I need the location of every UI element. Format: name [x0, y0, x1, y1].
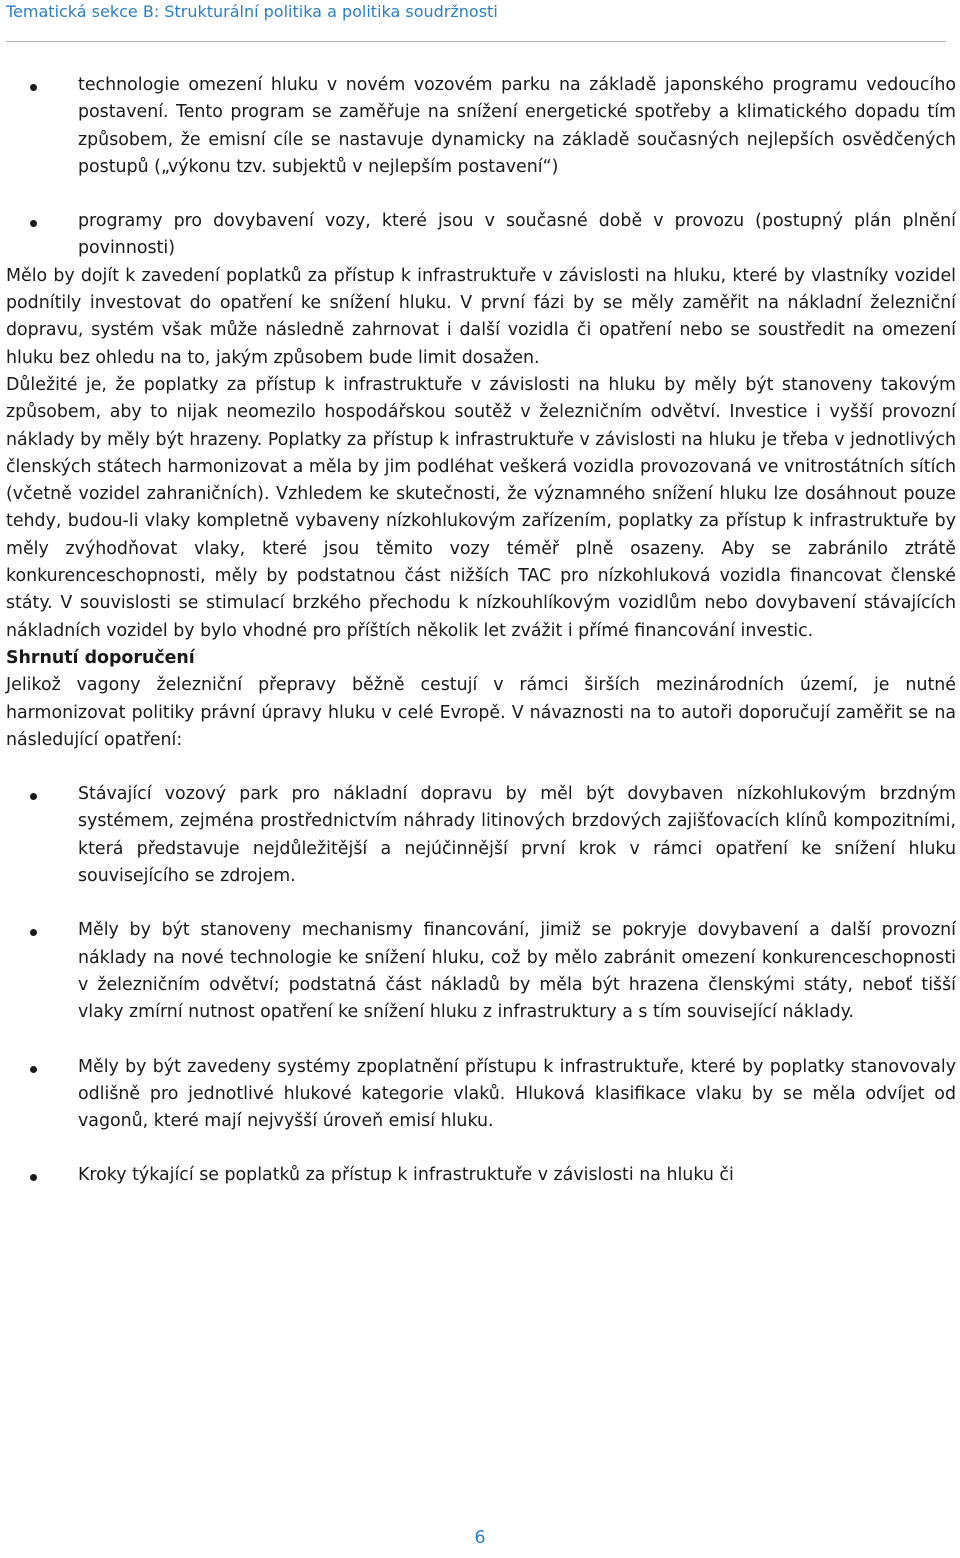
paragraph: Mělo by dojít k zavedení poplatků za přístup k infrastruktuře v závislosti na hluku, které by vlastníky vozidel podnítily investovat do opatření ke snížení hluku. V první fázi by se měly zaměřit na nákladní železniční dopravu, systém však může následně zahrnovat i další vozidla či opatření nebo se soustředit na omezení hluku bez ohledu na to, jakým způsobem bude limit dosažen. — [6, 265, 956, 368]
paragraph: Jelikož vagony železniční přepravy běžně cestují v rámci širších mezinárodních území, je nutné harmonizovat politiky právní úpravy hluku v celé Evropě. V návaznosti na to autoři doporučují zaměřit se na následující opatření: — [6, 675, 956, 750]
bullet-icon — [30, 1174, 37, 1181]
list-item — [6, 1054, 956, 1136]
list-item-text: Měly by být stanoveny mechanismy financování, jimiž se pokryje dovybavení a další provozní náklady na nové technologie ke snížení hluku, což by mělo zabránit omezení konkurenceschopnosti v železničním odvětví; podstatná část nákladů by měla být hrazena členskými státy, neboť tišší vlaky zmírní nutnost opatření ke snížení hluku z infrastruktury a s tím související náklady. — [78, 920, 956, 1023]
page-number: 6 — [474, 1528, 486, 1548]
header-divider — [6, 41, 946, 42]
bullet-icon — [30, 929, 37, 936]
bullet-icon — [30, 793, 37, 800]
paragraph: Důležité je, že poplatky za přístup k infrastruktuře v závislosti na hluku by měly být stanoveny takovým způsobem, aby to nijak neomezilo hospodářskou soutěž v železničním odvětví. Investice i vyšší provozní náklady by měly být hrazeny. Poplatky za přístup k infrastruktuře v závislosti na hluku je třeba v jednotlivých členských státech harmonizovat a měla by jim podléhat veškerá vozidla provozovaná ve vnitrostátních sítích (včetně vozidel zahraničních). Vzhledem ke skutečnosti, že významného snížení hluku lze dosáhnout pouze tehdy, budou-li vlaky kompletně vybaveny nízkohlukovým zařízením, poplatky za přístup k infrastruktuře by měly zvýhodňovat vlaky, které jsou těmito vozy téměř plně osazeny. Aby se zabránilo ztrátě konkurenceschopnosti, měly by podstatnou část nižších TAC pro nízkohluková vozidla financovat členské státy. V souvislosti se stimulací brzkého přechodu k nízkouhlíkovým vozidlům nebo dovybavení stávajících nákladních vozidel by bylo vhodné pro příštích několik let zvážit i přímé financování investic. — [6, 374, 956, 641]
bullet-icon — [30, 1066, 37, 1073]
running-header: Tematická sekce B: Strukturální politika a politika soudržnosti — [6, 2, 498, 21]
bullet-list-top — [6, 72, 956, 263]
bullet-icon — [30, 84, 37, 91]
bullet-icon — [30, 220, 37, 227]
list-item-text: Kroky týkající se poplatků za přístup k infrastruktuře v závislosti na hluku či — [78, 1165, 734, 1186]
list-item-text: technologie omezení hluku v novém vozovém parku na základě japonského programu vedoucího postavení. Tento program se zaměřuje na snížení energetické spotřeby a klimatického dopadu tím způsobem, že emisní cíle se nastavuje dynamicky na základě současných nejlepších osvědčených postupů („výkonu tzv. subjektů v nejlepším postavení“) — [78, 75, 956, 177]
list-item — [6, 1162, 956, 1189]
list-item-text: Měly by být zavedeny systémy zpoplatnění přístupu k infrastruktuře, které by poplatky stanovovaly odlišně pro jednotlivé hlukové kategorie vlaků. Hluková klasifikace vlaku by se měla odvíjet od vagonů, které mají nejvyšší úroveň emisí hluku. — [78, 1056, 956, 1132]
list-item — [6, 917, 956, 1026]
list-item-text: Stávající vozový park pro nákladní dopravu by měl být dovybaven nízkohlukovým brzdným systémem, zejména prostřednictvím náhrady litinových brzdových zajišťovacích klínů kompozitními, která představuje nejdůležitější a nejúčinnější první krok v rámci opatření ke snížení hluku souvisejícího se zdrojem. — [78, 784, 956, 887]
list-item-text: programy pro dovybavení vozy, které jsou v současné době v provozu (postupný plán plnění povinnosti) — [78, 211, 956, 259]
list-item — [6, 72, 956, 181]
list-item — [6, 781, 956, 890]
bullet-list-bottom — [6, 781, 956, 1190]
document-body — [6, 72, 956, 1190]
section-heading: Shrnutí doporučení — [6, 647, 195, 668]
list-item — [6, 208, 956, 263]
